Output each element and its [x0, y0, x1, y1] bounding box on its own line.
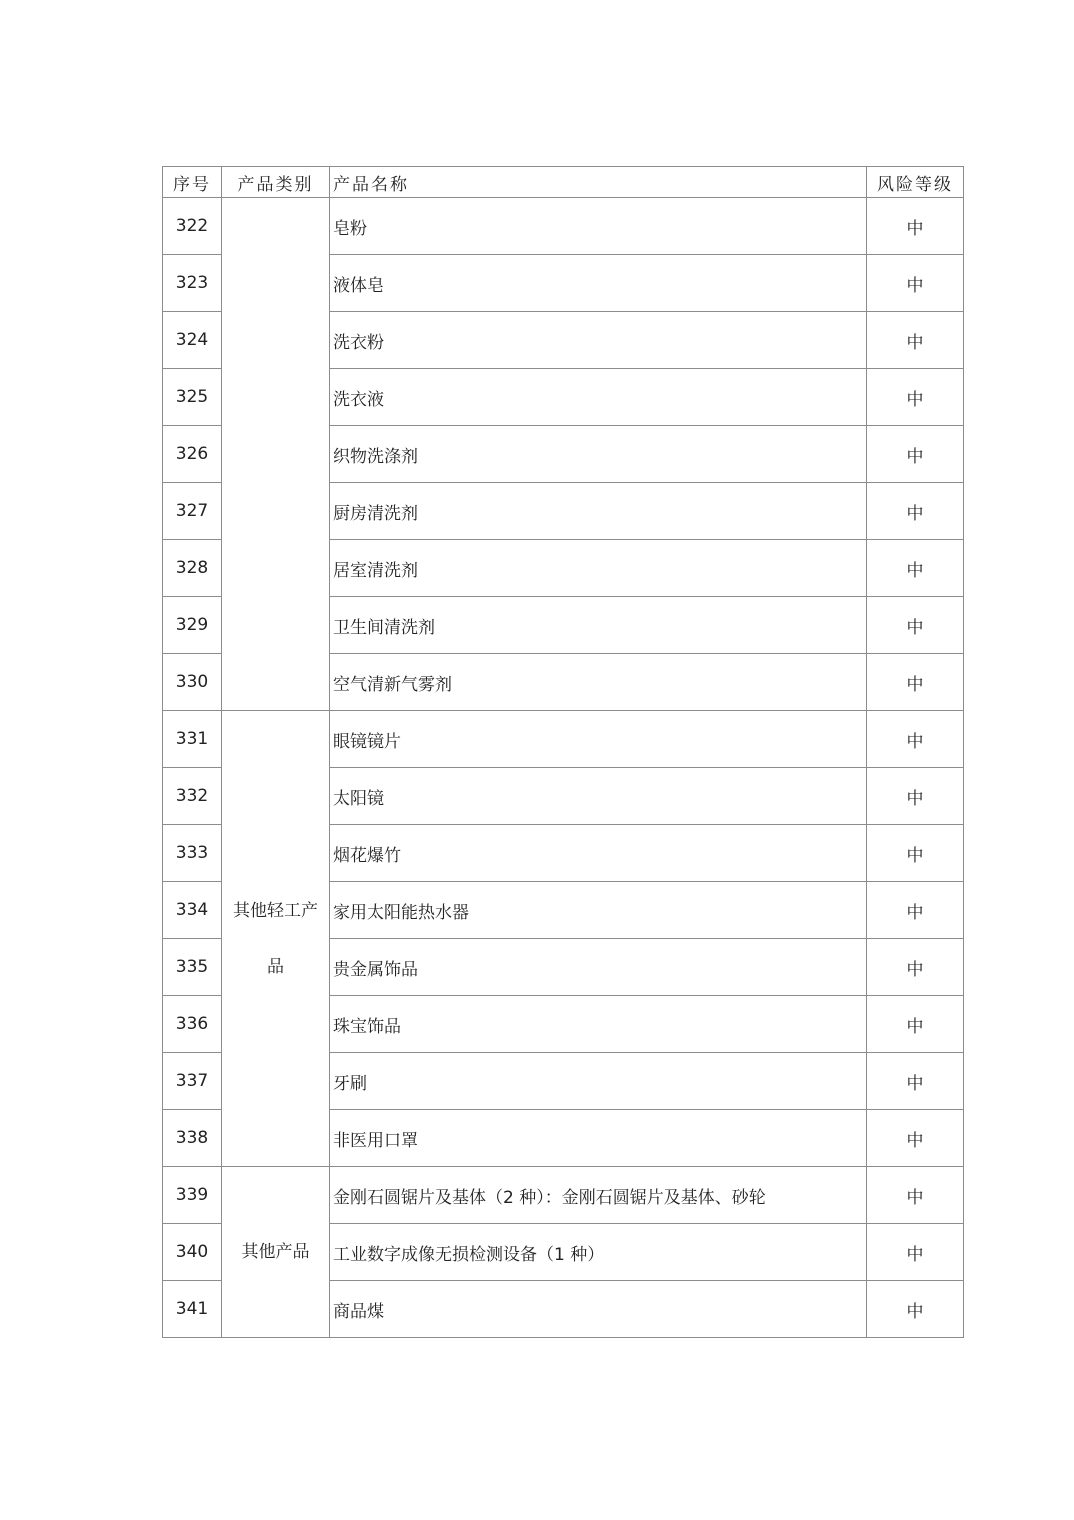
category-label: 其他产品: [241, 1242, 310, 1262]
header-seq: 序号: [163, 167, 222, 198]
header-risk: 风险等级: [867, 167, 964, 198]
cell-seq: 338: [163, 1110, 222, 1167]
product-risk-table: [162, 166, 964, 1338]
cell-risk-level: 中: [867, 483, 964, 540]
cell-risk-level: 中: [867, 1167, 964, 1224]
table-row: [163, 198, 964, 255]
cell-seq: 324: [163, 312, 222, 369]
cell-risk-level: 中: [867, 255, 964, 312]
cell-risk-level: 中: [867, 825, 964, 882]
cell-category: [222, 198, 330, 711]
cell-risk-level: 中: [867, 654, 964, 711]
cell-product-name: 居室清洗剂: [330, 540, 867, 597]
cell-seq: 330: [163, 654, 222, 711]
cell-product-name: 眼镜镜片: [330, 711, 867, 768]
cell-category: [222, 1167, 330, 1338]
cell-risk-level: 中: [867, 711, 964, 768]
cell-risk-level: 中: [867, 882, 964, 939]
cell-seq: 332: [163, 768, 222, 825]
cell-risk-level: 中: [867, 312, 964, 369]
cell-seq: 334: [163, 882, 222, 939]
cell-risk-level: 中: [867, 540, 964, 597]
cell-product-name: 洗衣液: [330, 369, 867, 426]
header-category: 产品类别: [222, 167, 330, 198]
cell-category: [222, 711, 330, 1167]
cell-seq: 337: [163, 1053, 222, 1110]
cell-product-name: 贵金属饰品: [330, 939, 867, 996]
cell-seq: 325: [163, 369, 222, 426]
table-header-row: [163, 167, 964, 198]
cell-product-name: 牙刷: [330, 1053, 867, 1110]
cell-product-name: 商品煤: [330, 1281, 867, 1338]
cell-product-name: 太阳镜: [330, 768, 867, 825]
table-row: [163, 711, 964, 768]
cell-seq: 322: [163, 198, 222, 255]
cell-risk-level: 中: [867, 939, 964, 996]
cell-seq: 336: [163, 996, 222, 1053]
cell-seq: 323: [163, 255, 222, 312]
cell-seq: 327: [163, 483, 222, 540]
cell-risk-level: 中: [867, 1281, 964, 1338]
cell-product-name: 工业数字成像无损检测设备（1 种）: [330, 1224, 867, 1281]
cell-product-name: 洗衣粉: [330, 312, 867, 369]
cell-product-name: 珠宝饰品: [330, 996, 867, 1053]
cell-seq: 331: [163, 711, 222, 768]
cell-product-name: 金刚石圆锯片及基体（2 种）：金刚石圆锯片及基体、砂轮: [330, 1167, 867, 1224]
cell-seq: 333: [163, 825, 222, 882]
table-row: [163, 1167, 964, 1224]
cell-product-name: 厨房清洗剂: [330, 483, 867, 540]
cell-risk-level: 中: [867, 1053, 964, 1110]
cell-risk-level: 中: [867, 1224, 964, 1281]
table-body: [163, 198, 964, 1338]
category-label: 其他轻工产品: [233, 900, 318, 977]
cell-risk-level: 中: [867, 369, 964, 426]
cell-product-name: 烟花爆竹: [330, 825, 867, 882]
cell-seq: 329: [163, 597, 222, 654]
cell-seq: 340: [163, 1224, 222, 1281]
cell-risk-level: 中: [867, 597, 964, 654]
cell-risk-level: 中: [867, 996, 964, 1053]
cell-seq: 328: [163, 540, 222, 597]
cell-product-name: 液体皂: [330, 255, 867, 312]
cell-risk-level: 中: [867, 198, 964, 255]
cell-seq: 326: [163, 426, 222, 483]
cell-risk-level: 中: [867, 768, 964, 825]
cell-seq: 341: [163, 1281, 222, 1338]
cell-product-name: 织物洗涤剂: [330, 426, 867, 483]
cell-product-name: 空气清新气雾剂: [330, 654, 867, 711]
cell-seq: 335: [163, 939, 222, 996]
header-name: 产品名称: [330, 167, 867, 198]
cell-risk-level: 中: [867, 1110, 964, 1167]
cell-product-name: 家用太阳能热水器: [330, 882, 867, 939]
cell-product-name: 非医用口罩: [330, 1110, 867, 1167]
cell-seq: 339: [163, 1167, 222, 1224]
cell-product-name: 皂粉: [330, 198, 867, 255]
cell-risk-level: 中: [867, 426, 964, 483]
cell-product-name: 卫生间清洗剂: [330, 597, 867, 654]
